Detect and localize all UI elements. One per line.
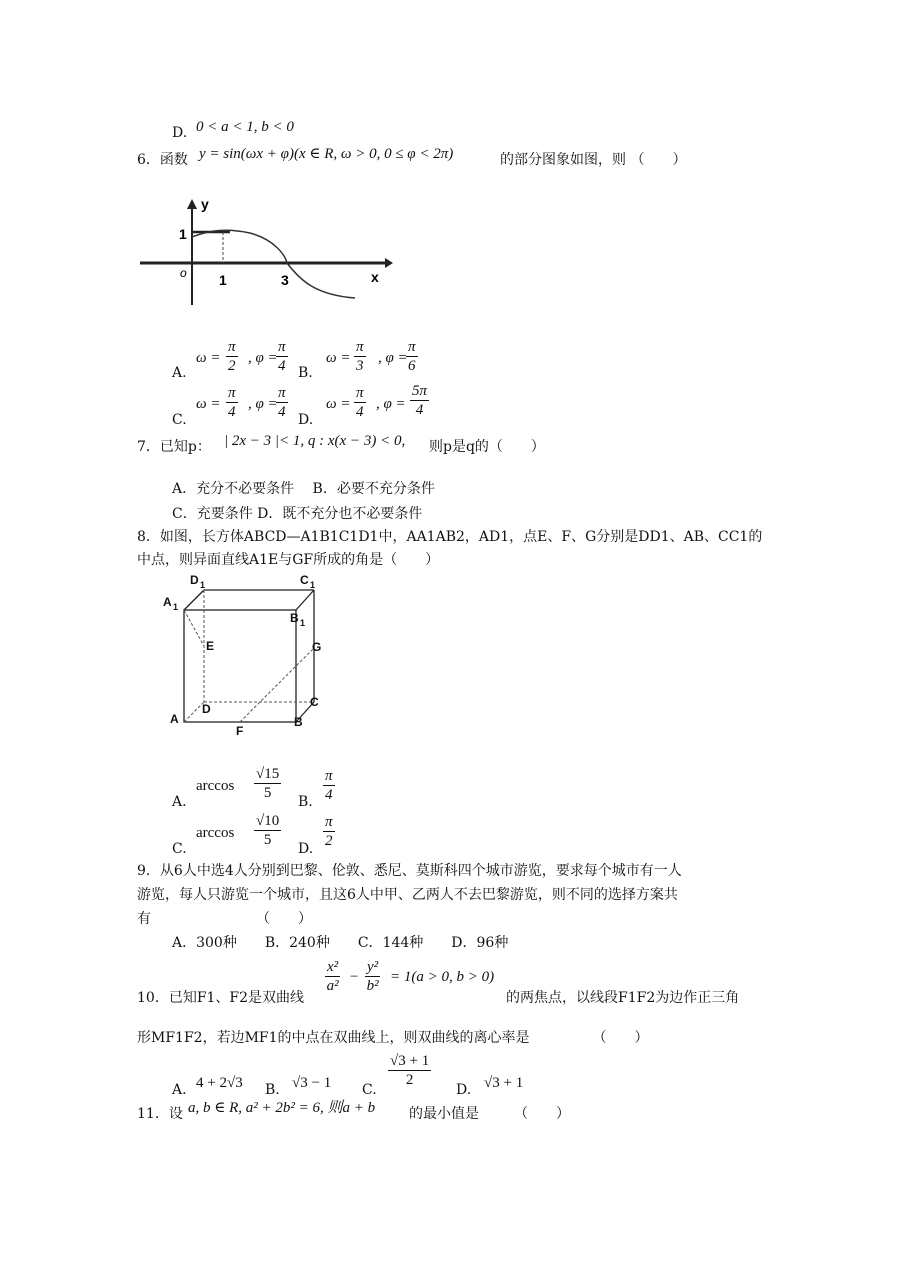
q5-option-d-math: 0 < a < 1, b < 0 bbox=[196, 119, 294, 135]
q11-math: a, b ∈ R, a² + 2b² = 6, 则a + b bbox=[188, 1100, 376, 1116]
q6-option-b-phi: , φ = bbox=[378, 350, 408, 366]
q10-option-c-label: C. bbox=[362, 1082, 377, 1098]
q6-option-c-label: C. bbox=[172, 412, 187, 428]
q10-frac-x: $\frac{\text{x²}}{\text{a²}}$ bbox=[326, 959, 339, 994]
q6-option-a-label: A. bbox=[172, 365, 187, 381]
q8-label-f: F bbox=[236, 724, 244, 738]
q6-graph-x-label: x bbox=[371, 269, 379, 285]
q6-suffix: 的部分图象如图，则 （ ） bbox=[500, 152, 687, 168]
q8-option-c-frac: $\frac{√10}{5}$ bbox=[256, 813, 280, 848]
q10-prefix: 10．已知F1、F2是双曲线 bbox=[137, 990, 305, 1006]
q6-option-a-omega-frac: $\frac{\pi}{2}$ bbox=[228, 339, 236, 374]
q10-option-b: √3 − 1 bbox=[292, 1075, 332, 1091]
q8-label-g: G bbox=[312, 640, 322, 654]
q7-math: | 2x − 3 |< 1, q : x(x − 3) < 0, bbox=[224, 433, 406, 449]
q10-option-b-label: B. bbox=[265, 1082, 280, 1098]
q8-option-d-frac: $\frac{\pi}{2}$ bbox=[325, 814, 333, 849]
q8-label-d1-sub: 1 bbox=[200, 580, 206, 590]
q6-formula: y = sin(ωx + φ)(x ∈ R, ω > 0, 0 ≤ φ < 2π) bbox=[199, 146, 454, 162]
q6-option-c-omega-frac: $\frac{\pi}{4}$ bbox=[228, 385, 236, 420]
q7-stem-suffix: 则p是q的（ ） bbox=[429, 439, 545, 455]
q6-number: 6．函数 bbox=[137, 152, 188, 168]
q8-option-a-func: arccos bbox=[196, 778, 235, 794]
q6-graph-x-tick-1: 1 bbox=[219, 272, 227, 288]
q6-option-d-omega-frac: $\frac{\pi}{4}$ bbox=[356, 385, 364, 420]
q8-option-d-label: D. bbox=[298, 841, 314, 857]
q8-option-b-frac: $\frac{\pi}{4}$ bbox=[325, 768, 333, 803]
q10-suffix: 的两焦点，以线段F1F2为边作正三角 bbox=[506, 990, 740, 1006]
q6-sine-graph bbox=[135, 195, 395, 307]
q9-options: A．300种 B．240种 C．144种 D．96种 bbox=[172, 935, 509, 951]
q8-label-b: B bbox=[294, 715, 303, 729]
q10-option-d-label: D. bbox=[456, 1082, 472, 1098]
q6-option-b-label: B. bbox=[298, 365, 313, 381]
q6-option-b-omega-frac: $\frac{\pi}{3}$ bbox=[356, 339, 364, 374]
q10-frac-y: $\frac{\text{y²}}{\text{b²}}$ bbox=[366, 959, 379, 994]
q10-option-c-frac: $\frac{√3 + 1}{2}$ bbox=[390, 1053, 430, 1088]
q10-eq-rest: = 1(a > 0, b > 0) bbox=[390, 969, 495, 985]
q10-option-a-label: A. bbox=[172, 1082, 187, 1098]
q5-option-d-label: D. bbox=[172, 125, 188, 141]
q8-label-d: D bbox=[202, 702, 211, 716]
q6-graph-origin: o bbox=[180, 266, 187, 280]
q9-line-3: 有 （ ） bbox=[137, 911, 312, 927]
q8-line-1: 8．如图，长方体ABCD—A1B1C1D1中，AA1AB2，AD1，点E、F、G分别是DD1、AB、CC1的 bbox=[137, 529, 763, 545]
q8-option-c-func: arccos bbox=[196, 825, 235, 841]
q7-options-ab: A．充分不必要条件 B．必要不充分条件 bbox=[172, 481, 435, 497]
q10-option-d: √3 + 1 bbox=[484, 1075, 524, 1091]
q6-option-c-omega: ω = bbox=[196, 396, 221, 412]
q8-cuboid-figure bbox=[160, 568, 335, 738]
q6-option-d-phi: , φ = bbox=[376, 396, 406, 412]
q6-graph-y-tick: 1 bbox=[179, 226, 187, 242]
q8-label-c1-sub: 1 bbox=[310, 580, 316, 590]
q6-option-a-phi-frac: $\frac{\pi}{4}$ bbox=[278, 339, 286, 374]
q6-option-b-phi-frac: $\frac{\pi}{6}$ bbox=[408, 339, 416, 374]
q9-line-1: 9．从6人中选4人分别到巴黎、伦敦、悉尼、莫斯科四个城市游览，要求每个城市有一人 bbox=[137, 863, 682, 879]
q8-label-a1-sub: 1 bbox=[173, 602, 179, 612]
q6-graph-y-label: y bbox=[201, 196, 209, 212]
q6-option-d-label: D. bbox=[298, 412, 314, 428]
q6-option-a-phi: , φ = bbox=[248, 350, 278, 366]
q11-prefix: 11．设 bbox=[137, 1106, 183, 1122]
q6-option-d-omega: ω = bbox=[326, 396, 351, 412]
q10-minus: − bbox=[349, 969, 360, 985]
q6-graph-x-tick-3: 3 bbox=[281, 272, 289, 288]
q8-option-a-frac: $\frac{√15}{5}$ bbox=[256, 766, 280, 801]
q7-options-cd: C．充要条件 D．既不充分也不必要条件 bbox=[172, 506, 423, 522]
q9-line-2: 游览，每人只游览一个城市，且这6人中甲、乙两人不去巴黎游览，则不同的选择方案共 bbox=[137, 887, 678, 903]
q8-label-b1: B bbox=[290, 611, 299, 625]
q10-option-a: 4 + 2√3 bbox=[196, 1075, 243, 1091]
q6-option-d-phi-frac: $\frac{5\pi}{4}$ bbox=[412, 383, 428, 418]
q8-line-2: 中点，则异面直线A1E与GF所成的角是（ ） bbox=[137, 552, 440, 568]
q8-label-a1: A bbox=[163, 595, 172, 609]
q8-label-a: A bbox=[170, 712, 179, 726]
q6-option-c-phi-frac: $\frac{\pi}{4}$ bbox=[278, 385, 286, 420]
q10-line-2: 形MF1F2，若边MF1的中点在双曲线上，则双曲线的离心率是 （ ） bbox=[137, 1030, 649, 1046]
q8-option-c-label: C. bbox=[172, 841, 187, 857]
q8-label-d1: D bbox=[190, 573, 199, 587]
q11-suffix: 的最小值是 （ ） bbox=[409, 1106, 570, 1122]
q7-stem-prefix: 7．已知p： bbox=[137, 439, 211, 455]
q6-option-a-omega: ω = bbox=[196, 350, 221, 366]
q6-option-c-phi: , φ = bbox=[248, 396, 278, 412]
q8-label-c1: C bbox=[300, 573, 309, 587]
q8-option-a-label: A. bbox=[172, 794, 187, 810]
q8-label-b1-sub: 1 bbox=[300, 618, 306, 628]
q8-label-c: C bbox=[310, 695, 319, 709]
q8-label-e: E bbox=[206, 639, 215, 653]
q6-option-b-omega: ω = bbox=[326, 350, 351, 366]
q8-option-b-label: B. bbox=[298, 794, 313, 810]
